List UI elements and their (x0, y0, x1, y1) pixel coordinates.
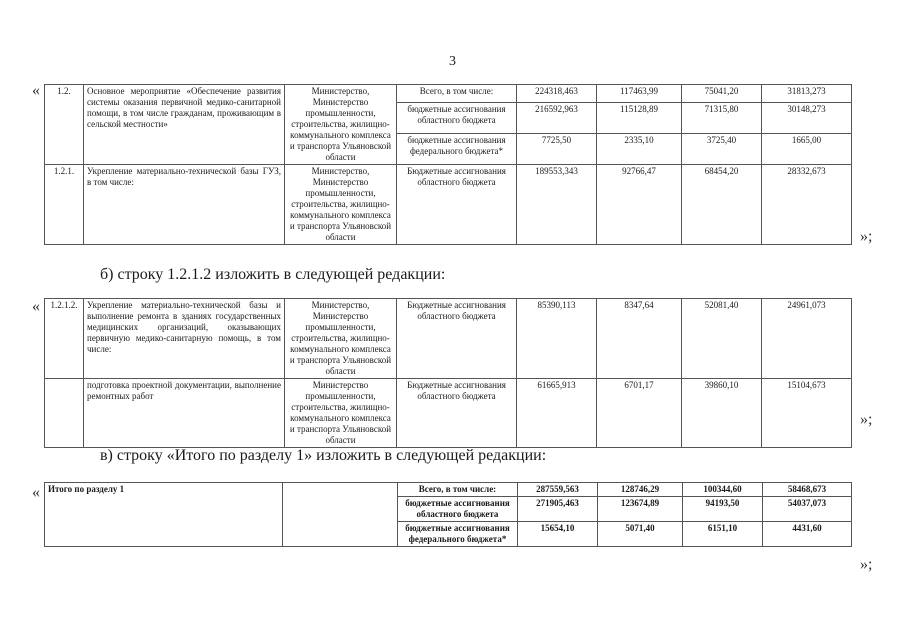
value-year-3: 15104,673 (762, 379, 852, 448)
value-year-1: 117463,99 (597, 85, 682, 103)
closing-quote: »; (860, 228, 873, 245)
value-year-2: 75041,20 (682, 85, 762, 103)
row-name: Основное мероприятие «Обеспечение развития системы оказания первичной медико-санитарной помощи, в том числе гражданам, проживающим в сельской местности» (84, 85, 285, 165)
value-year-3: 1665,00 (762, 133, 852, 164)
funding-source: Бюджетные ассигнования областного бюджета (397, 165, 517, 245)
funding-source: Бюджетные ассигнования областного бюджета (397, 379, 517, 448)
value-total: 216592,963 (517, 102, 597, 133)
value-total: 85390,113 (517, 299, 597, 379)
instruction-b: б) строку 1.2.1.2 изложить в следующей редакции: (100, 266, 446, 283)
value-year-2: 94193,50 (683, 497, 763, 522)
closing-quote: »; (860, 556, 873, 573)
value-year-3: 58468,673 (763, 483, 852, 497)
funding-source: бюджетные ассигнования федерального бюджета* (397, 133, 517, 164)
table-row (45, 299, 852, 379)
value-year-3: 24961,073 (762, 299, 852, 379)
value-year-2: 39860,10 (682, 379, 762, 448)
value-year-1: 92766,47 (597, 165, 682, 245)
value-year-3: 54037,073 (763, 497, 852, 522)
table-row (45, 483, 852, 497)
value-year-3: 31813,273 (762, 85, 852, 103)
table-section-1-2 (44, 84, 852, 245)
value-year-1: 8347,64 (597, 299, 682, 379)
value-year-1: 123674,89 (598, 497, 683, 522)
value-year-3: 30148,273 (762, 102, 852, 133)
table-total-section-1 (44, 482, 852, 547)
value-year-1: 2335,10 (597, 133, 682, 164)
value-total: 271905,463 (518, 497, 598, 522)
table-row-1-2-1-2 (44, 298, 852, 448)
value-total: 287559,563 (518, 483, 598, 497)
total-label: Итого по разделу 1 (45, 483, 283, 547)
row-number: 1.2.1.2. (45, 299, 84, 379)
value-year-1: 5071,40 (598, 522, 683, 547)
funding-source: бюджетные ассигнования областного бюджета (397, 102, 517, 133)
funding-source: Всего, в том числе: (398, 483, 518, 497)
row-number: 1.2. (45, 85, 84, 165)
value-year-2: 68454,20 (682, 165, 762, 245)
value-total: 61665,913 (517, 379, 597, 448)
funding-source: Бюджетные ассигнования областного бюджета (397, 299, 517, 379)
row-executor: Министерство, Министерство промышленности, строительства, жилищно-коммунального комплекса и транспорта Ульяновской области (285, 299, 397, 379)
row-name: подготовка проектной документации, выполнение ремонтных работ (84, 379, 285, 448)
table-row (45, 85, 852, 103)
value-total: 189553,343 (517, 165, 597, 245)
value-year-2: 52081,40 (682, 299, 762, 379)
opening-quote: « (32, 484, 40, 501)
value-total: 7725,50 (517, 133, 597, 164)
opening-quote: « (32, 82, 40, 99)
instruction-v: в) строку «Итого по разделу 1» изложить в следующей редакции: (100, 447, 547, 464)
value-year-3: 28332,673 (762, 165, 852, 245)
value-total: 224318,463 (517, 85, 597, 103)
row-executor: Министерство, Министерство промышленности, строительства, жилищно-коммунального комплекса и транспорта Ульяновской области (285, 165, 397, 245)
table-row (45, 165, 852, 245)
opening-quote: « (32, 298, 40, 315)
funding-source: бюджетные ассигнования областного бюджета (398, 497, 518, 522)
row-name: Укрепление материально-технической базы и выполнение ремонта в зданиях государственных медицинских организаций, оказывающих первичную медико-санитарную помощь, в том числе: (84, 299, 285, 379)
value-year-2: 3725,40 (682, 133, 762, 164)
row-executor: Министерство промышленности, строительства, жилищно-коммунального комплекса и транспорта Ульяновской области (285, 379, 397, 448)
row-number (45, 379, 84, 448)
value-year-2: 71315,80 (682, 102, 762, 133)
value-year-2: 6151,10 (683, 522, 763, 547)
page-number: 3 (449, 54, 456, 69)
funding-source: Всего, в том числе: (397, 85, 517, 103)
executor-cell-empty (283, 483, 398, 547)
value-year-1: 128746,29 (598, 483, 683, 497)
value-total: 15654,10 (518, 522, 598, 547)
row-number: 1.2.1. (45, 165, 84, 245)
closing-quote: »; (860, 411, 873, 428)
table-row (45, 379, 852, 448)
row-name: Укрепление материально-технической базы ГУЗ, в том числе: (84, 165, 285, 245)
row-executor: Министерство, Министерство промышленности, строительства, жилищно-коммунального комплекса и транспорта Ульяновской области (285, 85, 397, 165)
value-year-2: 100344,60 (683, 483, 763, 497)
funding-source: бюджетные ассигнования федерального бюджета* (398, 522, 518, 547)
value-year-3: 4431,60 (763, 522, 852, 547)
value-year-1: 6701,17 (597, 379, 682, 448)
value-year-1: 115128,89 (597, 102, 682, 133)
